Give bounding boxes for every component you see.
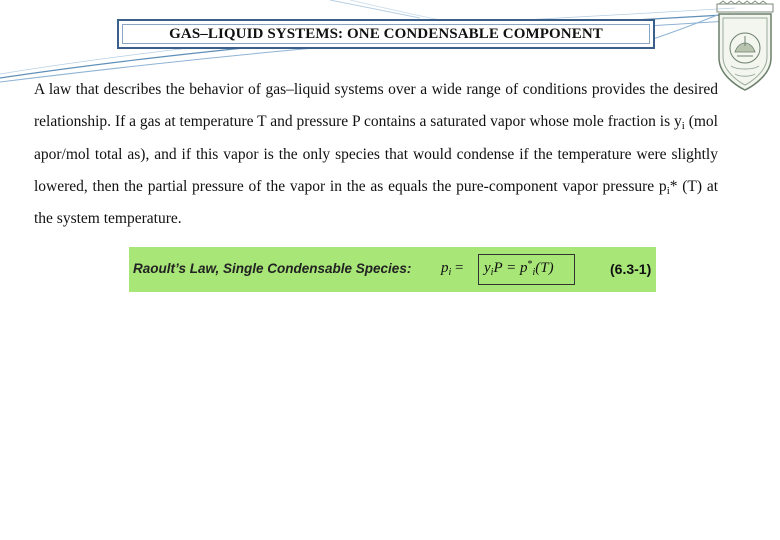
- equation-label: Raoult’s Law, Single Condensable Species:: [133, 261, 412, 276]
- subscript-i-2: i: [666, 184, 670, 197]
- paragraph-part-1: A law that describes the behavior of gas–liquid systems over a wide range of conditions provides the desired relationship. If a gas at temperature T and pressure P contains a saturated vapor whose mole fraction is y: [34, 81, 718, 131]
- paragraph-part-3: * (T) at the system temperature.: [34, 177, 718, 228]
- equation-number: (6.3-1): [610, 261, 652, 277]
- subscript-i-1: i: [681, 120, 685, 133]
- paragraph-part-2: (mol apor/mol total as), and if this vapor is the only species that would condense if the temperature were slightly lowered, then the partial pressure of the vapor in the as equals the pure-component vapor pressure p: [34, 113, 718, 195]
- equation-rhs: $y_iP = p^*_i(T)$: [484, 259, 554, 278]
- raoult-law-equation-box: [129, 247, 656, 292]
- slide-title-box: [117, 19, 655, 49]
- slide-title: GAS–LIQUID SYSTEMS: ONE CONDENSABLE COMPONENT: [169, 25, 603, 42]
- equation-lhs: $p_i$ =: [441, 260, 464, 278]
- body-paragraph: [34, 74, 718, 235]
- university-seal-icon: [713, 0, 777, 96]
